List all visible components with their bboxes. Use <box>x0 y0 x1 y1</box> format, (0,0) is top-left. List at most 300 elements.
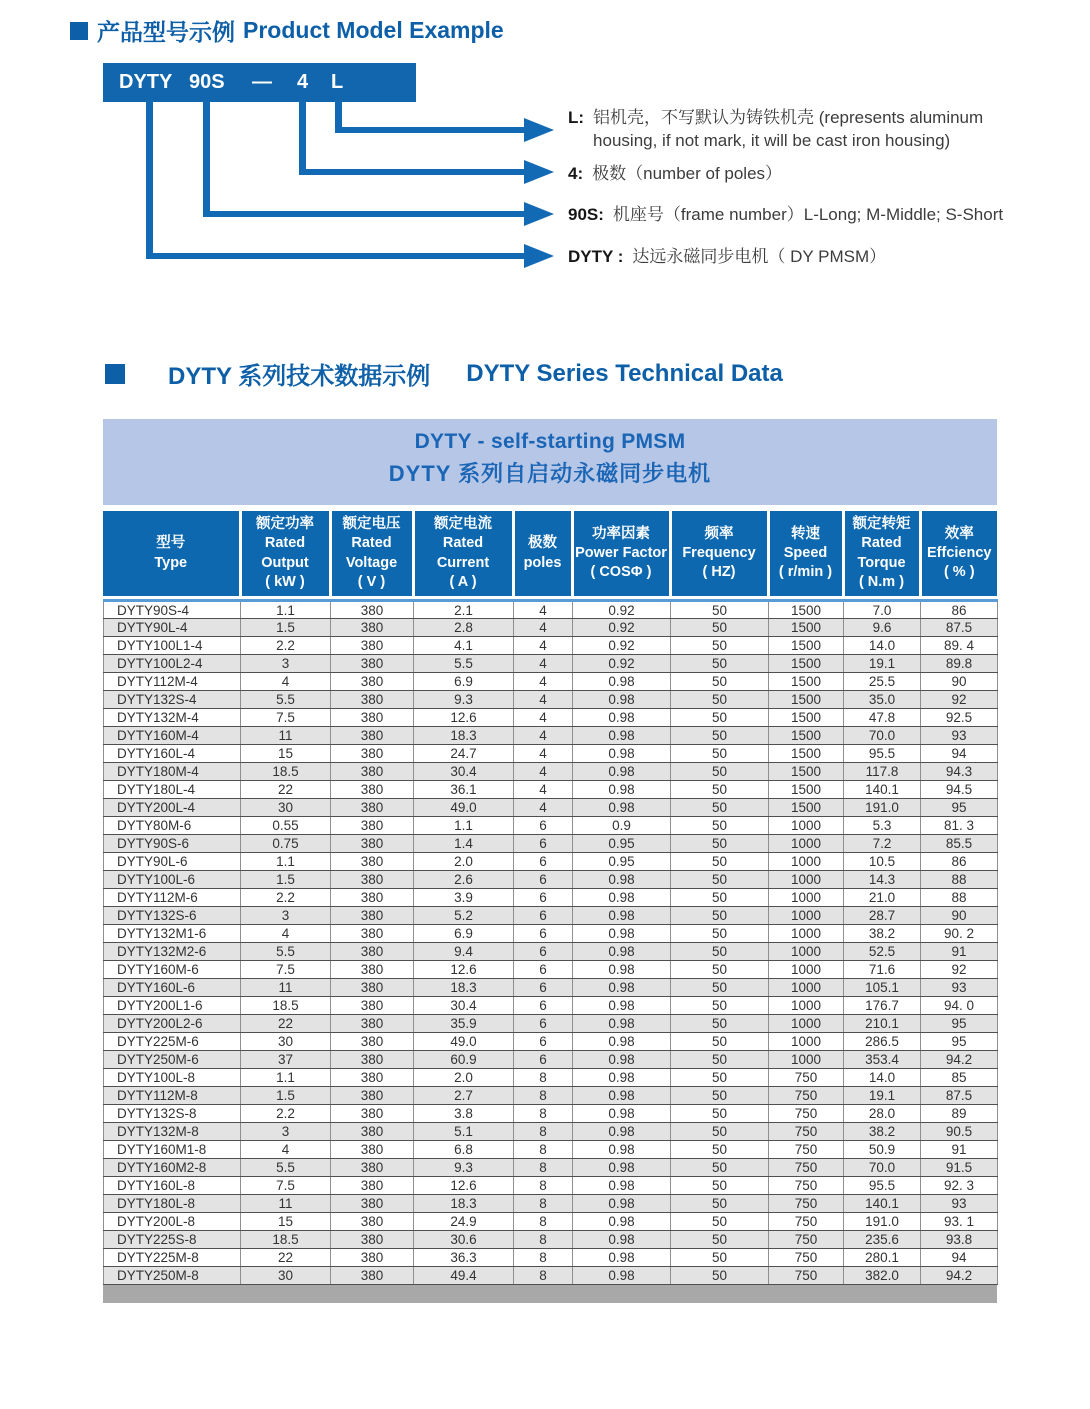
spec-value-cell: 6 <box>514 997 573 1015</box>
connector-line-4 <box>299 100 306 175</box>
spec-value-cell: 382.0 <box>844 1267 921 1285</box>
spec-value-cell: 50 <box>671 1123 769 1141</box>
spec-value-cell: 50 <box>671 601 769 619</box>
model-type-cell: DYTY200L1-6 <box>104 997 241 1015</box>
spec-value-cell: 750 <box>769 1141 844 1159</box>
spec-value-cell: 50 <box>671 1051 769 1069</box>
spec-value-cell: 0.98 <box>573 727 671 745</box>
spec-value-cell: 28.0 <box>844 1105 921 1123</box>
table-row <box>104 1069 998 1087</box>
spec-value-cell: 750 <box>769 1177 844 1195</box>
spec-value-cell: 1500 <box>769 673 844 691</box>
spec-value-cell: 1.1 <box>241 1069 331 1087</box>
table-row <box>104 781 998 799</box>
table-row <box>104 619 998 637</box>
spec-value-cell: 380 <box>331 1033 414 1051</box>
spec-value-cell: 19.1 <box>844 655 921 673</box>
spec-value-cell: 380 <box>331 835 414 853</box>
spec-value-cell: 50 <box>671 1105 769 1123</box>
spec-value-cell: 0.98 <box>573 1051 671 1069</box>
callout-prefix: 4: <box>568 164 584 183</box>
spec-value-cell: 0.98 <box>573 997 671 1015</box>
spec-value-cell: 1500 <box>769 727 844 745</box>
spec-value-cell: 0.98 <box>573 871 671 889</box>
spec-value-cell: 380 <box>331 727 414 745</box>
model-type-cell: DYTY160L-8 <box>104 1177 241 1195</box>
spec-value-cell: 90 <box>921 907 998 925</box>
spec-value-cell: 380 <box>331 871 414 889</box>
spec-value-cell: 4 <box>514 709 573 727</box>
arrow-right-icon <box>524 244 554 268</box>
callout-prefix: 90S: <box>568 205 604 224</box>
spec-value-cell: 0.98 <box>573 763 671 781</box>
spec-value-cell: 85.5 <box>921 835 998 853</box>
spec-value-cell: 9.3 <box>414 1159 514 1177</box>
spec-value-cell: 4 <box>241 925 331 943</box>
model-code-box <box>103 63 416 102</box>
table-row <box>104 601 998 619</box>
spec-value-cell: 50 <box>671 943 769 961</box>
spec-value-cell: 0.98 <box>573 709 671 727</box>
spec-value-cell: 50 <box>671 727 769 745</box>
spec-value-cell: 380 <box>331 853 414 871</box>
spec-value-cell: 25.5 <box>844 673 921 691</box>
spec-value-cell: 380 <box>331 1159 414 1177</box>
spec-value-cell: 94. 0 <box>921 997 998 1015</box>
spec-value-cell: 9.3 <box>414 691 514 709</box>
spec-value-cell: 1500 <box>769 763 844 781</box>
spec-value-cell: 8 <box>514 1267 573 1285</box>
spec-value-cell: 93.8 <box>921 1231 998 1249</box>
spec-value-cell: 380 <box>331 1195 414 1213</box>
model-type-cell: DYTY160L-4 <box>104 745 241 763</box>
model-type-cell: DYTY132S-8 <box>104 1105 241 1123</box>
model-type-cell: DYTY180L-8 <box>104 1195 241 1213</box>
column-header: 极数 poles <box>513 510 572 598</box>
model-type-cell: DYTY90L-4 <box>104 619 241 637</box>
spec-value-cell: 0.98 <box>573 1015 671 1033</box>
spec-value-cell: 3.8 <box>414 1105 514 1123</box>
spec-value-cell: 94 <box>921 1249 998 1267</box>
spec-value-cell: 86 <box>921 601 998 619</box>
spec-value-cell: 1.5 <box>241 619 331 637</box>
spec-value-cell: 91.5 <box>921 1159 998 1177</box>
spec-value-cell: 1500 <box>769 655 844 673</box>
table-row <box>104 1213 998 1231</box>
callout-text: 达远永磁同步电机（ DY PMSM） <box>632 247 887 266</box>
spec-value-cell: 38.2 <box>844 925 921 943</box>
spec-value-cell: 1000 <box>769 835 844 853</box>
spec-value-cell: 14.0 <box>844 1069 921 1087</box>
spec-value-cell: 0.98 <box>573 1267 671 1285</box>
spec-value-cell: 1500 <box>769 601 844 619</box>
spec-value-cell: 380 <box>331 979 414 997</box>
spec-value-cell: 88 <box>921 871 998 889</box>
spec-value-cell: 30 <box>241 1267 331 1285</box>
spec-value-cell: 380 <box>331 925 414 943</box>
spec-table-header <box>103 508 997 599</box>
spec-value-cell: 0.95 <box>573 853 671 871</box>
column-header: 转速 Speed ( r/min ) <box>768 510 843 598</box>
spec-value-cell: 380 <box>331 817 414 835</box>
spec-value-cell: 1.1 <box>241 601 331 619</box>
spec-value-cell: 50 <box>671 1069 769 1087</box>
spec-value-cell: 750 <box>769 1087 844 1105</box>
spec-value-cell: 93 <box>921 1195 998 1213</box>
column-header: 额定转矩 Rated Torque ( N.m ) <box>843 510 920 598</box>
spec-value-cell: 0.92 <box>573 601 671 619</box>
spec-value-cell: 286.5 <box>844 1033 921 1051</box>
table-bottom-bar <box>103 1285 997 1303</box>
model-part-frame: 90S <box>189 71 225 93</box>
spec-value-cell: 18.5 <box>241 1231 331 1249</box>
spec-value-cell: 15 <box>241 1213 331 1231</box>
spec-value-cell: 0.98 <box>573 925 671 943</box>
spec-value-cell: 140.1 <box>844 781 921 799</box>
spec-value-cell: 4.1 <box>414 637 514 655</box>
spec-value-cell: 750 <box>769 1123 844 1141</box>
spec-value-cell: 50 <box>671 1033 769 1051</box>
spec-value-cell: 0.9 <box>573 817 671 835</box>
spec-value-cell: 90. 2 <box>921 925 998 943</box>
table-row <box>104 979 998 997</box>
callout-text: 铝机壳，不写默认为铸铁机壳 (represents aluminum housing, if not mark, it will be cast iron housing) <box>593 108 984 151</box>
model-type-cell: DYTY200L-8 <box>104 1213 241 1231</box>
spec-value-cell: 1000 <box>769 997 844 1015</box>
spec-value-cell: 50 <box>671 1213 769 1231</box>
spec-value-cell: 0.98 <box>573 745 671 763</box>
spec-value-cell: 140.1 <box>844 1195 921 1213</box>
model-type-cell: DYTY180L-4 <box>104 781 241 799</box>
spec-value-cell: 0.98 <box>573 907 671 925</box>
spec-value-cell: 0.98 <box>573 1213 671 1231</box>
section2-title-en: DYTY Series Technical Data <box>466 359 783 387</box>
table-row <box>104 1195 998 1213</box>
spec-value-cell: 750 <box>769 1069 844 1087</box>
spec-value-cell: 50 <box>671 871 769 889</box>
spec-value-cell: 0.92 <box>573 619 671 637</box>
spec-value-cell: 380 <box>331 943 414 961</box>
table-row <box>104 763 998 781</box>
spec-value-cell: 6 <box>514 853 573 871</box>
spec-value-cell: 50 <box>671 817 769 835</box>
spec-value-cell: 750 <box>769 1195 844 1213</box>
spec-value-cell: 1.4 <box>414 835 514 853</box>
spec-value-cell: 0.98 <box>573 1177 671 1195</box>
table-row <box>104 655 998 673</box>
spec-value-cell: 0.98 <box>573 1123 671 1141</box>
spec-value-cell: 92. 3 <box>921 1177 998 1195</box>
spec-value-cell: 2.8 <box>414 619 514 637</box>
model-part-dash: — <box>252 71 272 93</box>
table-row <box>104 1159 998 1177</box>
arrow-right-icon <box>524 118 554 142</box>
table-row <box>104 799 998 817</box>
spec-value-cell: 4 <box>241 673 331 691</box>
spec-value-cell: 50 <box>671 1087 769 1105</box>
spec-value-cell: 0.98 <box>573 979 671 997</box>
spec-value-cell: 1000 <box>769 871 844 889</box>
table-row <box>104 1033 998 1051</box>
arrow-right-icon <box>524 202 554 226</box>
model-type-cell: DYTY160M2-8 <box>104 1159 241 1177</box>
spec-value-cell: 0.98 <box>573 799 671 817</box>
spec-value-cell: 4 <box>514 637 573 655</box>
spec-value-cell: 380 <box>331 1141 414 1159</box>
spec-value-cell: 0.98 <box>573 1249 671 1267</box>
spec-value-cell: 0.98 <box>573 1141 671 1159</box>
callout-text: 机座号（frame number）L-Long; M-Middle; S-Short <box>612 205 1004 224</box>
spec-value-cell: 8 <box>514 1069 573 1087</box>
spec-value-cell: 71.6 <box>844 961 921 979</box>
table-row <box>104 1177 998 1195</box>
spec-value-cell: 0.92 <box>573 637 671 655</box>
spec-value-cell: 92 <box>921 961 998 979</box>
spec-value-cell: 6 <box>514 889 573 907</box>
spec-value-cell: 89.8 <box>921 655 998 673</box>
spec-value-cell: 50 <box>671 691 769 709</box>
spec-value-cell: 6 <box>514 1051 573 1069</box>
spec-value-cell: 0.98 <box>573 1033 671 1051</box>
spec-value-cell: 50 <box>671 619 769 637</box>
spec-value-cell: 2.7 <box>414 1087 514 1105</box>
spec-value-cell: 30.6 <box>414 1231 514 1249</box>
spec-value-cell: 7.5 <box>241 709 331 727</box>
connector-run-90s <box>203 211 524 217</box>
model-type-cell: DYTY160L-6 <box>104 979 241 997</box>
spec-value-cell: 380 <box>331 1015 414 1033</box>
table-row <box>104 943 998 961</box>
spec-value-cell: 30 <box>241 799 331 817</box>
table-row <box>104 907 998 925</box>
spec-table <box>103 599 998 1285</box>
table-row <box>104 997 998 1015</box>
spec-value-cell: 0.98 <box>573 1105 671 1123</box>
spec-value-cell: 8 <box>514 1159 573 1177</box>
spec-value-cell: 4 <box>514 745 573 763</box>
spec-value-cell: 8 <box>514 1105 573 1123</box>
model-type-cell: DYTY132S-4 <box>104 691 241 709</box>
technical-data-table-wrap <box>103 419 997 1303</box>
spec-value-cell: 50 <box>671 799 769 817</box>
spec-value-cell: 95 <box>921 1033 998 1051</box>
spec-value-cell: 37 <box>241 1051 331 1069</box>
spec-value-cell: 380 <box>331 1249 414 1267</box>
spec-value-cell: 22 <box>241 781 331 799</box>
table-row <box>104 853 998 871</box>
spec-value-cell: 81. 3 <box>921 817 998 835</box>
table-row <box>104 637 998 655</box>
spec-value-cell: 380 <box>331 1231 414 1249</box>
spec-value-cell: 50 <box>671 997 769 1015</box>
spec-value-cell: 5.5 <box>241 943 331 961</box>
spec-value-cell: 2.2 <box>241 637 331 655</box>
spec-value-cell: 191.0 <box>844 1213 921 1231</box>
spec-value-cell: 94.5 <box>921 781 998 799</box>
spec-value-cell: 0.98 <box>573 781 671 799</box>
spec-table-header-row <box>103 510 997 598</box>
spec-value-cell: 22 <box>241 1015 331 1033</box>
spec-value-cell: 18.3 <box>414 979 514 997</box>
spec-value-cell: 11 <box>241 979 331 997</box>
spec-value-cell: 380 <box>331 619 414 637</box>
spec-value-cell: 380 <box>331 1069 414 1087</box>
spec-value-cell: 1000 <box>769 943 844 961</box>
spec-value-cell: 2.0 <box>414 1069 514 1087</box>
spec-value-cell: 86 <box>921 853 998 871</box>
spec-value-cell: 12.6 <box>414 961 514 979</box>
spec-value-cell: 14.0 <box>844 637 921 655</box>
spec-value-cell: 8 <box>514 1123 573 1141</box>
spec-value-cell: 18.5 <box>241 997 331 1015</box>
spec-value-cell: 380 <box>331 673 414 691</box>
spec-value-cell: 90 <box>921 673 998 691</box>
spec-value-cell: 2.2 <box>241 889 331 907</box>
spec-value-cell: 5.5 <box>241 1159 331 1177</box>
spec-value-cell: 12.6 <box>414 709 514 727</box>
spec-value-cell: 95 <box>921 799 998 817</box>
spec-value-cell: 8 <box>514 1177 573 1195</box>
spec-value-cell: 50 <box>671 1177 769 1195</box>
spec-value-cell: 6 <box>514 1015 573 1033</box>
table-row <box>104 1087 998 1105</box>
spec-value-cell: 10.5 <box>844 853 921 871</box>
spec-value-cell: 93 <box>921 979 998 997</box>
spec-value-cell: 1000 <box>769 1015 844 1033</box>
spec-value-cell: 191.0 <box>844 799 921 817</box>
spec-value-cell: 1.5 <box>241 1087 331 1105</box>
spec-value-cell: 8 <box>514 1249 573 1267</box>
spec-value-cell: 8 <box>514 1213 573 1231</box>
spec-value-cell: 1000 <box>769 979 844 997</box>
callout-brand <box>568 245 886 268</box>
spec-value-cell: 235.6 <box>844 1231 921 1249</box>
spec-value-cell: 380 <box>331 961 414 979</box>
spec-value-cell: 380 <box>331 1051 414 1069</box>
spec-value-cell: 750 <box>769 1105 844 1123</box>
spec-value-cell: 4 <box>514 691 573 709</box>
connector-run-4 <box>299 169 524 175</box>
spec-value-cell: 6 <box>514 907 573 925</box>
model-type-cell: DYTY160M-4 <box>104 727 241 745</box>
spec-value-cell: 2.6 <box>414 871 514 889</box>
spec-value-cell: 1000 <box>769 853 844 871</box>
spec-value-cell: 1000 <box>769 889 844 907</box>
table-row <box>104 961 998 979</box>
table-row <box>104 1141 998 1159</box>
spec-value-cell: 380 <box>331 763 414 781</box>
spec-value-cell: 14.3 <box>844 871 921 889</box>
spec-value-cell: 38.2 <box>844 1123 921 1141</box>
section-title-technical-data <box>105 356 783 391</box>
connector-run-dyty <box>146 253 524 259</box>
spec-value-cell: 5.5 <box>414 655 514 673</box>
table-row <box>104 817 998 835</box>
spec-value-cell: 1500 <box>769 781 844 799</box>
spec-value-cell: 50.9 <box>844 1141 921 1159</box>
spec-value-cell: 380 <box>331 799 414 817</box>
spec-value-cell: 3.9 <box>414 889 514 907</box>
spec-value-cell: 6 <box>514 979 573 997</box>
spec-value-cell: 4 <box>514 655 573 673</box>
spec-value-cell: 4 <box>514 781 573 799</box>
spec-value-cell: 1000 <box>769 1051 844 1069</box>
spec-value-cell: 1500 <box>769 745 844 763</box>
model-type-cell: DYTY160M-6 <box>104 961 241 979</box>
spec-value-cell: 0.98 <box>573 1069 671 1087</box>
spec-value-cell: 36.1 <box>414 781 514 799</box>
section1-title-zh: 产品型号示例 <box>97 19 235 45</box>
model-part-poles: 4 <box>297 71 309 93</box>
table-row <box>104 1051 998 1069</box>
callout-prefix: DYTY : <box>568 247 624 266</box>
spec-value-cell: 91 <box>921 1141 998 1159</box>
model-type-cell: DYTY225M-6 <box>104 1033 241 1051</box>
table-row <box>104 889 998 907</box>
spec-value-cell: 117.8 <box>844 763 921 781</box>
spec-value-cell: 6 <box>514 925 573 943</box>
column-header: 功率因素 Power Factor ( COSΦ ) <box>572 510 670 598</box>
spec-value-cell: 1500 <box>769 619 844 637</box>
model-type-cell: DYTY112M-6 <box>104 889 241 907</box>
spec-value-cell: 3 <box>241 1123 331 1141</box>
spec-value-cell: 89. 4 <box>921 637 998 655</box>
spec-value-cell: 380 <box>331 709 414 727</box>
spec-value-cell: 0.98 <box>573 691 671 709</box>
spec-value-cell: 94.2 <box>921 1267 998 1285</box>
spec-value-cell: 4 <box>514 673 573 691</box>
spec-value-cell: 0.98 <box>573 1231 671 1249</box>
spec-value-cell: 70.0 <box>844 727 921 745</box>
spec-value-cell: 6.8 <box>414 1141 514 1159</box>
spec-value-cell: 1000 <box>769 1033 844 1051</box>
spec-value-cell: 49.0 <box>414 1033 514 1051</box>
spec-value-cell: 750 <box>769 1213 844 1231</box>
spec-value-cell: 49.4 <box>414 1267 514 1285</box>
model-type-cell: DYTY225S-8 <box>104 1231 241 1249</box>
spec-value-cell: 24.7 <box>414 745 514 763</box>
spec-value-cell: 105.1 <box>844 979 921 997</box>
spec-value-cell: 0.98 <box>573 943 671 961</box>
spec-value-cell: 4 <box>514 799 573 817</box>
spec-value-cell: 89 <box>921 1105 998 1123</box>
spec-value-cell: 50 <box>671 907 769 925</box>
spec-value-cell: 0.98 <box>573 889 671 907</box>
spec-value-cell: 18.3 <box>414 727 514 745</box>
spec-value-cell: 380 <box>331 1177 414 1195</box>
model-type-cell: DYTY132M-4 <box>104 709 241 727</box>
blue-square-bullet-icon <box>70 22 88 40</box>
spec-value-cell: 30.4 <box>414 997 514 1015</box>
model-type-cell: DYTY90S-4 <box>104 601 241 619</box>
spec-value-cell: 92 <box>921 691 998 709</box>
spec-value-cell: 87.5 <box>921 619 998 637</box>
table-row <box>104 691 998 709</box>
model-type-cell: DYTY225M-8 <box>104 1249 241 1267</box>
spec-value-cell: 6 <box>514 943 573 961</box>
spec-value-cell: 50 <box>671 745 769 763</box>
spec-value-cell: 50 <box>671 835 769 853</box>
spec-value-cell: 30 <box>241 1033 331 1051</box>
spec-value-cell: 7.0 <box>844 601 921 619</box>
spec-value-cell: 88 <box>921 889 998 907</box>
model-type-cell: DYTY132S-6 <box>104 907 241 925</box>
spec-value-cell: 47.8 <box>844 709 921 727</box>
spec-value-cell: 8 <box>514 1087 573 1105</box>
table-row <box>104 745 998 763</box>
spec-value-cell: 50 <box>671 961 769 979</box>
spec-value-cell: 94.3 <box>921 763 998 781</box>
